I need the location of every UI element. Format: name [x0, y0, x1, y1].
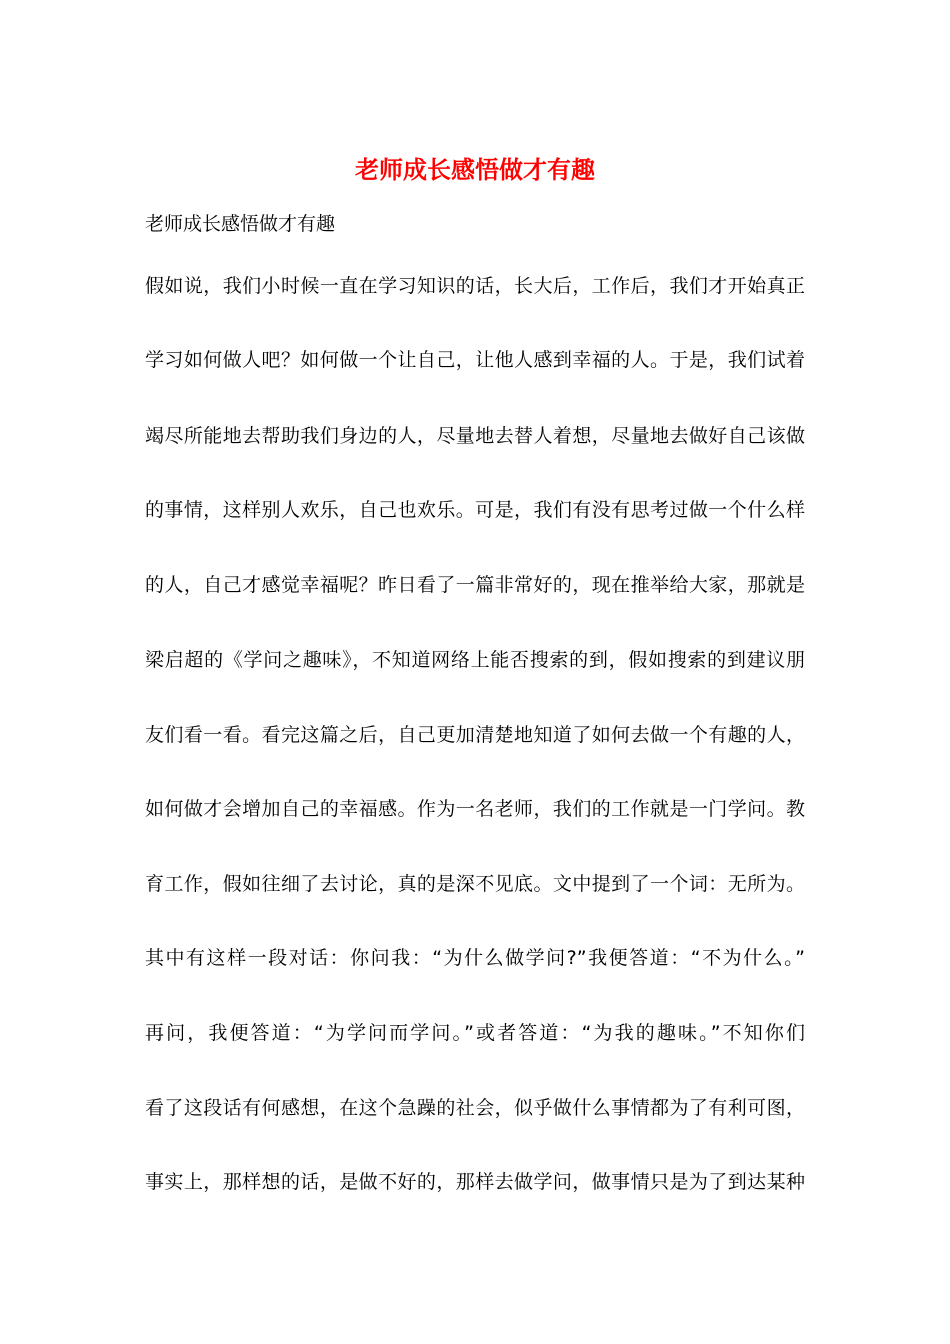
body-line: 学习如何做人吧？如何做一个让自己，让他人感到幸福的人。于是，我们试着 — [145, 349, 805, 371]
body-line: 再问，我便答道：“为学问而学问。”或者答道：“为我的趣味。”不知你们 — [145, 1022, 805, 1044]
body-line: 友们看一看。看完这篇之后，自己更加清楚地知道了如何去做一个有趣的人， — [145, 724, 805, 746]
body-line: 假如说，我们小时候一直在学习知识的话，长大后，工作后，我们才开始真正 — [145, 275, 805, 297]
body-line: 梁启超的《学问之趣味》，不知道网络上能否搜索的到，假如搜索的到建议朋 — [145, 649, 805, 671]
body-line: 看了这段话有何感想，在这个急躁的社会，似乎做什么事情都为了有利可图， — [145, 1097, 805, 1119]
body-line: 的事情，这样别人欢乐，自己也欢乐。可是，我们有没有思考过做一个什么样 — [145, 499, 805, 521]
body-line: 如何做才会增加自己的幸福感。作为一名老师，我们的工作就是一门学问。教 — [145, 798, 805, 820]
body-line: 其中有这样一段对话：你问我：“为什么做学问?”我便答道：“不为什么。” — [145, 947, 805, 969]
body-line: 事实上，那样想的话，是做不好的，那样去做学问，做事情只是为了到达某种 — [145, 1171, 805, 1193]
document-subtitle: 老师成长感悟做才有趣 — [145, 213, 336, 235]
body-line: 的人，自己才感觉幸福呢？昨日看了一篇非常好的，现在推举给大家，那就是 — [145, 574, 805, 596]
body-line: 育工作，假如往细了去讨论，真的是深不见底。文中提到了一个词：无所为。 — [145, 873, 805, 895]
document-title: 老师成长感悟做才有趣 — [355, 155, 595, 184]
body-line: 竭尽所能地去帮助我们身边的人，尽量地去替人着想，尽量地去做好自己该做 — [145, 425, 805, 447]
